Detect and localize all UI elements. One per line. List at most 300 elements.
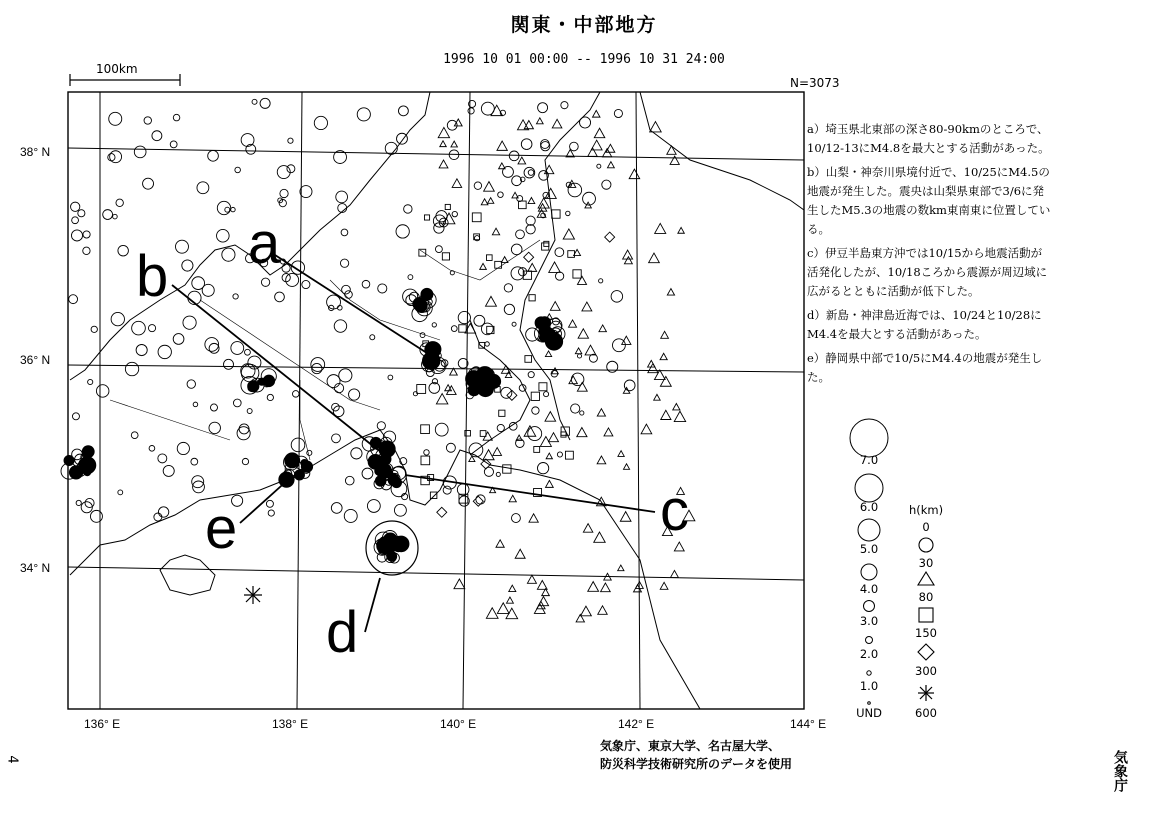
quake-circle-icon — [247, 409, 252, 414]
depth-150-diamond-icon — [918, 644, 934, 660]
earthquake-symbols — [61, 98, 695, 622]
quake-circle-icon — [302, 280, 310, 288]
quake-triangle-icon — [674, 411, 685, 421]
quake-triangle-icon — [585, 345, 596, 355]
depth-label: 150 — [915, 626, 937, 640]
quake-circle-icon — [404, 205, 412, 213]
quake-circle-icon — [69, 466, 82, 479]
quake-circle-icon — [131, 432, 138, 439]
lat-label-36: 36° N — [20, 353, 51, 367]
quake-triangle-icon — [527, 575, 536, 583]
quake-circle-icon — [336, 191, 348, 203]
quake-circle-icon — [468, 371, 485, 388]
quake-circle-icon — [163, 465, 174, 476]
lat-label-34: 34° N — [20, 561, 51, 575]
quake-square-icon — [539, 383, 547, 391]
region-label-a: a — [248, 211, 281, 276]
quake-circle-icon — [241, 364, 255, 378]
quake-triangle-icon — [599, 325, 607, 332]
quake-triangle-icon — [660, 376, 671, 386]
annotation-line: 生したM5.3の地震の数km東南東に位置してい — [807, 203, 1051, 217]
lon-label-144: 144° E — [790, 717, 827, 731]
quake-circle-icon — [332, 434, 341, 443]
quake-triangle-icon — [661, 410, 671, 419]
annotation-line: e）静岡県中部で10/5にM4.4の地震が発生し — [807, 351, 1043, 365]
quake-circle-icon — [224, 359, 234, 369]
quake-triangle-icon — [497, 141, 507, 150]
quake-square-icon — [568, 251, 575, 258]
depth-300-star-icon — [918, 685, 934, 701]
quake-square-icon — [499, 410, 505, 416]
quake-triangle-icon — [516, 435, 522, 440]
quake-circle-icon — [509, 151, 519, 161]
quake-triangle-icon — [674, 542, 684, 551]
quake-circle-icon — [90, 510, 102, 522]
quake-circle-icon — [331, 503, 342, 514]
quake-circle-icon — [268, 510, 274, 516]
quake-circle-icon — [96, 385, 108, 397]
quake-circle-icon — [474, 182, 481, 189]
quake-triangle-icon — [577, 276, 586, 284]
quake-triangle-icon — [563, 229, 574, 239]
quake-circle-icon — [261, 278, 269, 286]
quake-circle-icon — [557, 452, 562, 457]
quake-circle-icon — [485, 342, 489, 346]
quake-circle-icon — [532, 407, 539, 414]
data-credit — [600, 737, 792, 773]
region-label-c: c — [660, 478, 689, 543]
depth-30-triangle-icon — [918, 572, 934, 585]
quake-triangle-icon — [581, 606, 592, 616]
quake-triangle-icon — [575, 348, 581, 354]
quake-circle-icon — [233, 399, 241, 407]
quake-triangle-icon — [583, 524, 592, 533]
time-period: 1996 10 01 00:00 -- 1996 10 31 24:00 — [443, 52, 725, 67]
quake-triangle-icon — [607, 162, 614, 168]
quake-circle-icon — [516, 230, 525, 239]
quake-circle-icon — [544, 392, 549, 397]
quake-square-icon — [565, 451, 573, 459]
quake-triangle-icon — [499, 163, 506, 169]
quake-circle-icon — [222, 248, 235, 261]
quake-triangle-icon — [673, 403, 680, 409]
quake-circle-icon — [380, 537, 388, 545]
quake-circle-icon — [125, 362, 138, 375]
quake-triangle-icon — [629, 169, 640, 178]
quake-triangle-icon — [604, 428, 613, 436]
quake-triangle-icon — [505, 372, 511, 378]
quake-circle-icon — [134, 146, 146, 158]
agency-mark: 気象庁 — [1112, 750, 1128, 792]
quake-circle-icon — [210, 404, 217, 411]
quake-circle-icon — [84, 469, 91, 476]
quake-circle-icon — [539, 333, 547, 341]
quake-triangle-icon — [618, 565, 624, 571]
annotation-line: 地震が発生した。震央は山梨県東部で3/6に発 — [807, 184, 1045, 198]
quake-square-icon — [561, 432, 566, 437]
quake-circle-icon — [293, 391, 300, 398]
quake-circle-icon — [451, 326, 457, 332]
quake-circle-icon — [72, 217, 79, 224]
quake-circle-icon — [577, 354, 581, 358]
quake-circle-icon — [589, 354, 597, 362]
quake-triangle-icon — [597, 456, 606, 464]
quake-circle-icon — [341, 229, 348, 236]
quake-triangle-icon — [496, 540, 504, 547]
quake-circle-icon — [109, 112, 122, 125]
quake-circle-icon — [468, 108, 474, 114]
quake-circle-icon — [458, 311, 470, 323]
quake-circle-icon — [116, 199, 123, 206]
quake-diamond-icon — [473, 496, 483, 506]
quake-circle-icon — [425, 342, 441, 358]
quake-triangle-icon — [618, 451, 624, 457]
region-label-e: e — [205, 496, 238, 561]
quake-circle-icon — [282, 264, 290, 272]
quake-circle-icon — [239, 424, 249, 434]
quake-circle-icon — [231, 207, 235, 211]
quake-triangle-icon — [588, 148, 597, 156]
region-label-d: d — [326, 600, 359, 665]
quake-circle-icon — [339, 369, 352, 382]
event-count: N=3073 — [790, 76, 840, 90]
credit-line: 防災科学技術研究所のデータを使用 — [600, 757, 793, 771]
quake-circle-icon — [376, 463, 391, 478]
quake-circle-icon — [237, 427, 250, 440]
quake-circle-icon — [420, 333, 425, 338]
quake-square-icon — [472, 213, 481, 222]
quake-circle-icon — [294, 470, 304, 480]
quake-triangle-icon — [623, 464, 629, 470]
quake-triangle-icon — [515, 549, 525, 558]
quake-circle-icon — [378, 284, 387, 293]
quake-circle-icon — [71, 202, 80, 211]
lon-label-138: 138° E — [272, 717, 309, 731]
lon-label-136: 136° E — [84, 717, 121, 731]
quake-triangle-icon — [481, 199, 488, 205]
quake-circle-icon — [504, 304, 514, 314]
quake-circle-icon — [526, 216, 535, 225]
quake-circle-icon — [345, 476, 354, 485]
quake-triangle-icon — [546, 480, 554, 487]
quake-diamond-icon — [437, 507, 447, 517]
quake-square-icon — [424, 215, 429, 220]
annotation-line: た。 — [807, 370, 830, 384]
quake-circle-icon — [597, 164, 601, 168]
region-pointers — [172, 255, 655, 632]
map-frame — [68, 92, 804, 709]
quake-circle-icon — [351, 448, 362, 459]
quake-triangle-icon — [436, 394, 447, 404]
quake-circle-icon — [521, 139, 532, 150]
quake-circle-icon — [144, 117, 151, 124]
quake-circle-icon — [476, 495, 485, 504]
quake-circle-icon — [233, 294, 238, 299]
quake-circle-icon — [111, 312, 124, 325]
quake-triangle-icon — [538, 198, 549, 208]
quake-circle-icon — [235, 167, 241, 173]
quake-circle-icon — [345, 291, 353, 299]
quake-triangle-icon — [594, 128, 605, 138]
annotation-line: a）埼玉県北東部の深さ80-90kmのところで、 — [807, 122, 1049, 136]
quake-triangle-icon — [450, 368, 458, 375]
quake-triangle-icon — [528, 263, 537, 271]
quake-circle-icon — [388, 375, 393, 380]
quake-circle-icon — [286, 273, 299, 286]
quake-triangle-icon — [518, 157, 526, 164]
quake-circle-icon — [311, 358, 325, 372]
quake-circle-icon — [408, 275, 413, 280]
quake-square-icon — [573, 270, 581, 278]
quake-circle-icon — [566, 211, 570, 215]
quake-circle-icon — [452, 211, 457, 216]
quake-circle-icon — [183, 316, 196, 329]
quake-circle-icon — [447, 120, 457, 130]
quake-circle-icon — [208, 150, 219, 161]
quake-circle-icon — [435, 423, 448, 436]
quake-triangle-icon — [439, 160, 448, 168]
quake-circle-icon — [110, 151, 122, 163]
quake-circle-icon — [394, 504, 406, 516]
quake-triangle-icon — [641, 424, 652, 434]
quake-circle-icon — [193, 402, 198, 407]
quake-diamond-icon — [524, 252, 534, 262]
quake-circle-icon — [182, 260, 193, 271]
credit-line: 気象庁、東京大学、名古屋大学、 — [600, 739, 781, 753]
quake-triangle-icon — [493, 448, 502, 456]
quake-triangle-icon — [654, 370, 665, 380]
quake-triangle-icon — [649, 253, 660, 263]
scale-label: 100km — [96, 62, 138, 76]
quake-circle-icon — [327, 375, 340, 388]
quake-triangle-icon — [650, 122, 662, 132]
quake-square-icon — [544, 241, 549, 246]
quake-circle-icon — [307, 450, 312, 455]
depth-label: 300 — [915, 664, 937, 678]
magnitude-label: 6.0 — [859, 500, 879, 514]
quake-circle-icon — [191, 458, 198, 465]
quake-circle-icon — [209, 422, 220, 433]
quake-circle-icon — [312, 363, 322, 373]
quake-circle-icon — [143, 178, 154, 189]
quake-circle-icon — [526, 225, 535, 234]
quake-triangle-icon — [528, 197, 535, 203]
quake-circle-icon — [498, 192, 504, 198]
quake-triangle-icon — [678, 227, 684, 233]
quake-circle-icon — [173, 114, 180, 121]
depth-label: 0 — [922, 520, 930, 534]
quake-square-icon — [445, 204, 450, 209]
quake-triangle-icon — [670, 570, 678, 577]
quake-circle-icon — [362, 468, 373, 479]
quake-circle-icon — [266, 500, 273, 507]
quake-triangle-icon — [552, 119, 562, 128]
quake-circle-icon — [424, 450, 429, 455]
quake-triangle-icon — [569, 320, 577, 327]
quake-triangle-icon — [451, 141, 457, 147]
quake-circle-icon — [252, 99, 257, 104]
quake-triangle-icon — [620, 512, 631, 522]
depth-80-square-icon — [919, 608, 933, 622]
magnitude-label: 3.0 — [859, 614, 879, 628]
quake-circle-icon — [85, 498, 94, 507]
quake-triangle-icon — [661, 331, 669, 338]
quake-triangle-icon — [509, 585, 516, 591]
quake-triangle-icon — [667, 146, 676, 154]
quake-square-icon — [531, 392, 539, 400]
quake-square-icon — [495, 261, 502, 268]
quake-circle-icon — [300, 186, 312, 198]
page-number: 4 — [4, 755, 20, 764]
quake-square-icon — [534, 447, 540, 453]
quake-square-icon — [519, 201, 527, 209]
quake-circle-icon — [446, 443, 455, 452]
quake-circle-icon — [504, 284, 512, 292]
quake-circle-icon — [435, 246, 442, 253]
annotation-line: b）山梨・神奈川県境付近で、10/25にM4.5の — [807, 165, 1050, 179]
quake-circle-icon — [187, 380, 195, 388]
depth-label: 600 — [915, 706, 937, 720]
quake-circle-icon — [385, 142, 397, 154]
quake-triangle-icon — [492, 228, 499, 235]
quake-triangle-icon — [660, 353, 667, 359]
quake-circle-icon — [537, 462, 548, 473]
quake-triangle-icon — [486, 296, 497, 306]
magnitude-label: 1.0 — [859, 679, 879, 693]
quake-square-icon — [503, 465, 511, 473]
quake-circle-icon — [434, 223, 444, 233]
quake-triangle-icon — [578, 329, 588, 338]
quake-circle-icon — [545, 333, 562, 350]
lat-label-38: 38° N — [20, 145, 51, 159]
quake-circle-icon — [217, 229, 230, 242]
quake-circle-icon — [570, 142, 579, 151]
quake-circle-icon — [197, 182, 209, 194]
quake-triangle-icon — [582, 302, 592, 311]
quake-circle-icon — [202, 284, 214, 296]
quake-circle-icon — [334, 320, 346, 332]
annotation-line: d）新島・神津島近海では、10/24と10/28に — [807, 308, 1042, 322]
quake-triangle-icon — [529, 514, 538, 522]
quake-circle-icon — [555, 248, 564, 257]
quake-circle-icon — [397, 133, 408, 144]
quake-square-icon — [529, 295, 535, 301]
quake-circle-icon — [71, 230, 82, 241]
quake-square-icon — [525, 356, 532, 363]
quake-circle-icon — [370, 335, 375, 340]
quake-circle-icon — [377, 422, 385, 430]
quake-circle-icon — [492, 382, 498, 388]
quake-circle-icon — [154, 513, 162, 521]
quake-triangle-icon — [524, 426, 536, 436]
quake-circle-icon — [611, 291, 623, 303]
quake-triangle-icon — [624, 257, 632, 264]
quake-circle-icon — [555, 272, 563, 280]
depth-0-circle-icon — [919, 538, 933, 552]
annotation-line: 活発化したが、10/18ころから震源が周辺域に — [807, 265, 1048, 279]
quake-circle-icon — [443, 486, 451, 494]
quake-triangle-icon — [667, 289, 674, 296]
quake-triangle-icon — [546, 453, 552, 459]
quake-triangle-icon — [550, 302, 560, 311]
quake-circle-icon — [258, 378, 265, 385]
quake-square-icon — [486, 255, 492, 261]
quake-triangle-icon — [569, 376, 577, 384]
quake-triangle-icon — [497, 603, 509, 614]
quake-triangle-icon — [454, 119, 462, 126]
quake-triangle-icon — [588, 582, 599, 592]
quake-triangle-icon — [545, 188, 556, 198]
quake-circle-icon — [78, 210, 85, 217]
quake-circle-icon — [242, 458, 248, 464]
quake-triangle-icon — [660, 582, 668, 589]
quake-circle-icon — [108, 154, 115, 161]
prefecture-boundaries — [110, 240, 540, 460]
quake-square-icon — [430, 492, 437, 499]
quake-circle-icon — [83, 231, 90, 238]
quake-circle-icon — [175, 240, 188, 253]
quake-triangle-icon — [454, 579, 465, 589]
magnitude-label: 7.0 — [859, 453, 879, 467]
quake-triangle-icon — [593, 110, 600, 117]
quake-circle-icon — [538, 103, 548, 113]
quake-circle-icon — [88, 379, 93, 384]
quake-circle-icon — [118, 490, 123, 495]
quake-circle-icon — [367, 500, 380, 513]
quake-circle-icon — [396, 225, 409, 238]
quake-circle-icon — [288, 138, 293, 143]
quake-triangle-icon — [509, 495, 516, 502]
depth-legend-title: h(km) — [908, 503, 944, 517]
quake-circle-icon — [599, 279, 603, 283]
quake-circle-icon — [561, 102, 568, 109]
quake-circle-icon — [69, 295, 78, 304]
quake-triangle-icon — [483, 450, 494, 460]
quake-circle-icon — [91, 326, 97, 332]
annotation-line: 10/12-13にM4.8を最大とする活動があった。 — [807, 141, 1050, 155]
quake-circle-icon — [503, 166, 514, 177]
quake-triangle-icon — [440, 141, 447, 147]
quake-square-icon — [459, 325, 466, 332]
quake-circle-icon — [432, 379, 437, 384]
quake-triangle-icon — [648, 364, 658, 373]
quake-square-icon — [421, 456, 430, 465]
coastline — [70, 92, 804, 709]
annotation-line: 広がるとともに活動が低下した。 — [807, 284, 980, 298]
quake-circle-icon — [342, 285, 351, 294]
quake-circle-icon — [225, 207, 230, 212]
quake-triangle-icon — [486, 608, 498, 619]
quake-circle-icon — [511, 244, 522, 255]
quake-circle-icon — [149, 446, 155, 452]
quake-circle-icon — [398, 106, 408, 116]
region-label-b: b — [136, 244, 169, 309]
deep-event-star-icon — [244, 586, 262, 604]
quake-triangle-icon — [501, 257, 508, 263]
quake-triangle-icon — [536, 118, 543, 124]
magnitude-label: 4.0 — [859, 582, 879, 596]
quake-circle-icon — [344, 509, 357, 522]
quake-circle-icon — [432, 323, 436, 327]
quake-triangle-icon — [594, 532, 605, 542]
quake-circle-icon — [528, 170, 534, 176]
quake-circle-icon — [497, 424, 504, 431]
quake-circle-icon — [602, 180, 611, 189]
quake-circle-icon — [512, 322, 516, 326]
lon-label-140: 140° E — [440, 717, 477, 731]
quake-triangle-icon — [537, 580, 547, 589]
quake-circle-icon — [524, 167, 535, 178]
